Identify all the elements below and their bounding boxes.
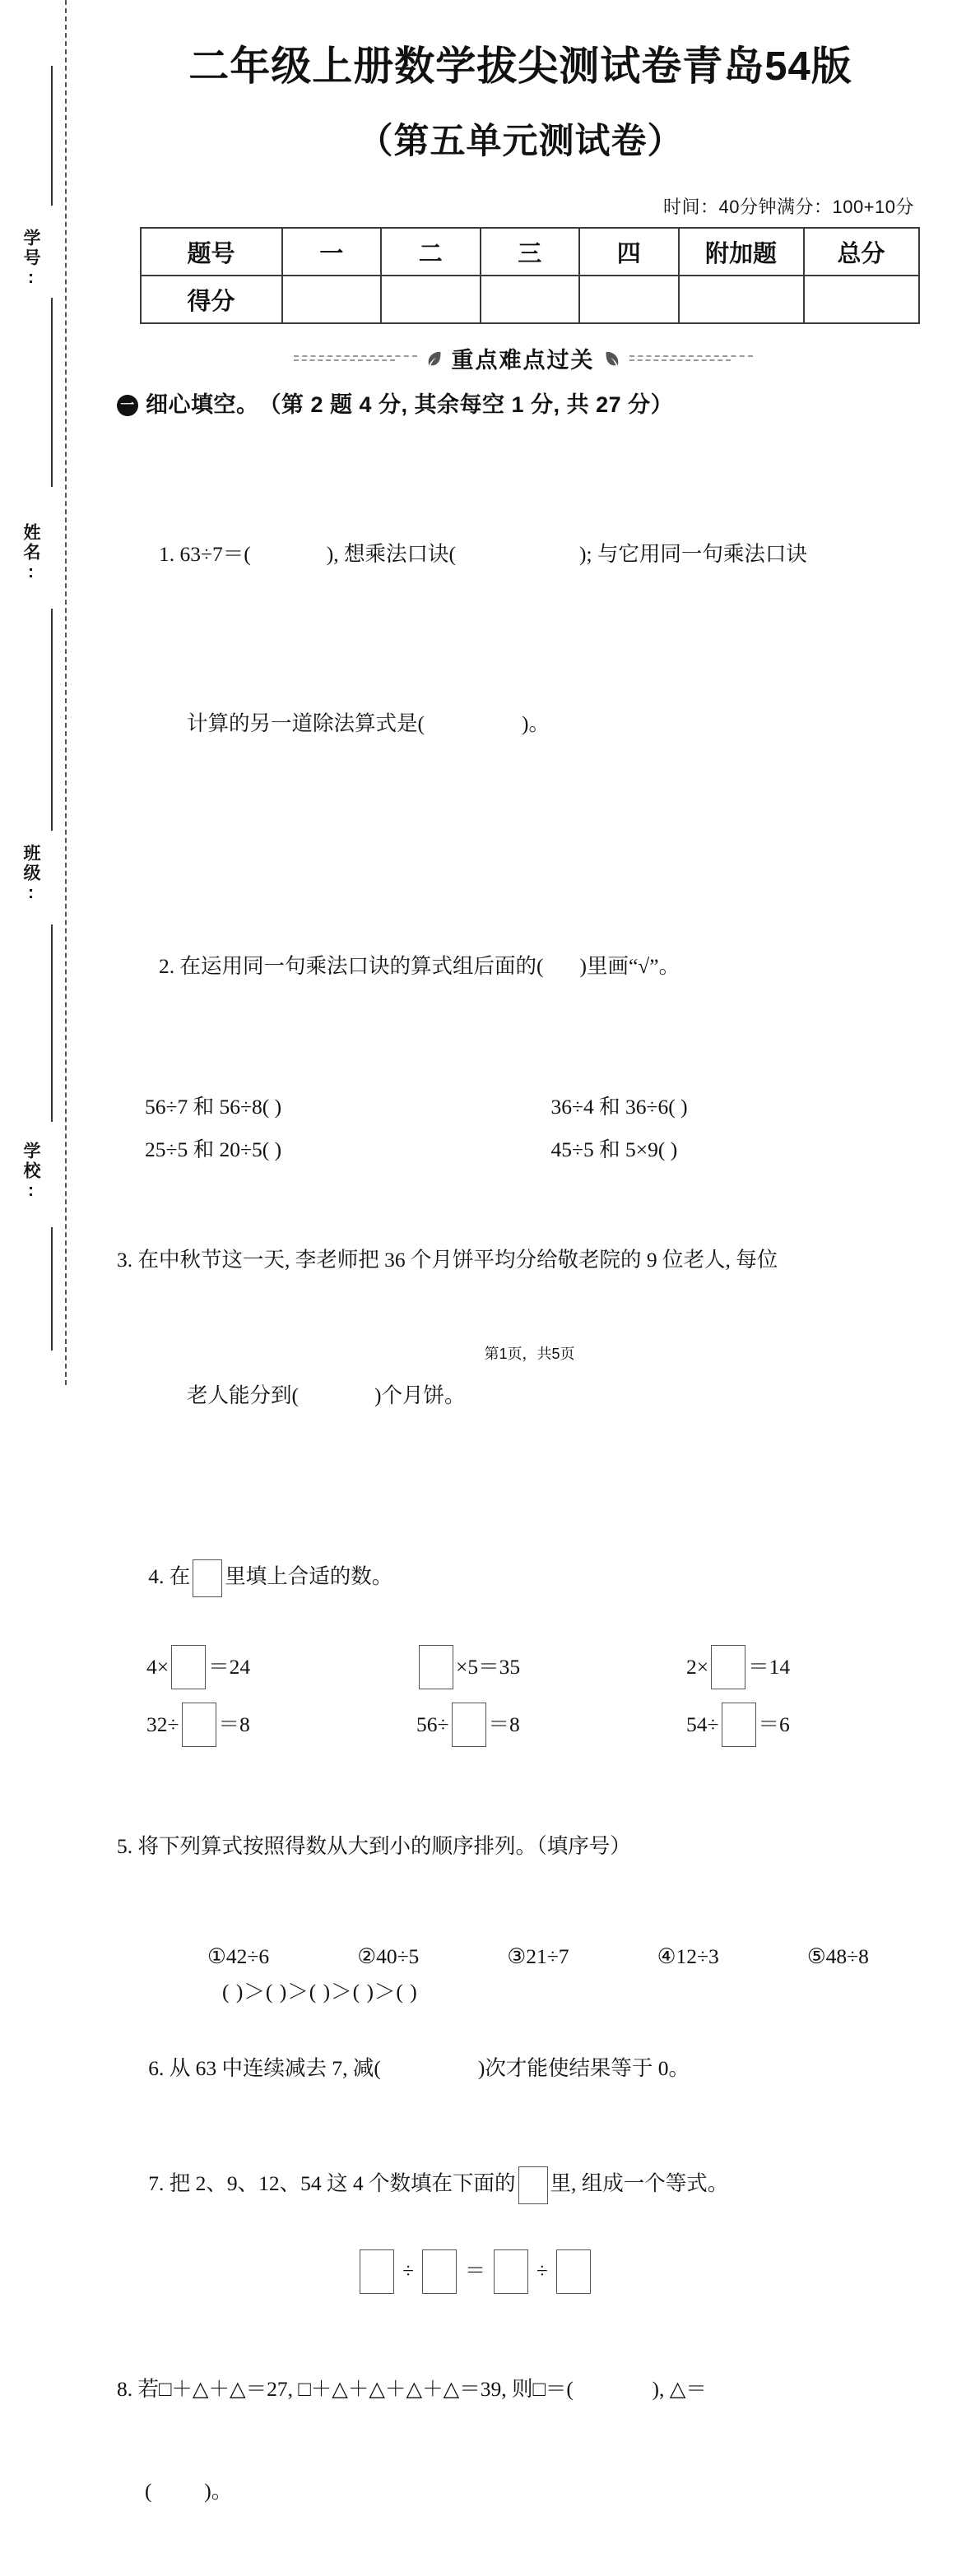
leaf-icon <box>425 350 444 368</box>
q4-text-b: 里填上合适的数。 <box>225 1564 393 1589</box>
banner-title: 重点难点过关 <box>451 348 595 373</box>
score-cell-extra[interactable] <box>679 276 804 323</box>
score-table-col-total: 总分 <box>804 228 919 276</box>
sidebar-label-name: 姓名: <box>21 523 40 584</box>
q2-text-a: 2. 在运用同一句乘法口诀的算式组后面的( <box>159 954 544 979</box>
question-3-line-1: 3. 在中秋节这一天, 李老师把 36 个月饼平均分给敬老院的 9 位老人, 每位 <box>117 1247 778 1272</box>
section-banner <box>79 342 980 374</box>
q4-eq-1-left: 4× <box>146 1655 170 1679</box>
page-title: 二年级上册数学拔尖测试卷青岛54版 <box>188 44 852 89</box>
score-table-col-extra: 附加题 <box>679 228 804 276</box>
q7-op-2: ＝ <box>464 2260 485 2283</box>
q1-text-b: ), 想乘法口诀( <box>326 541 456 566</box>
section-number-badge: 一 <box>117 395 138 416</box>
q1-text-e: )。 <box>522 711 550 736</box>
score-table-col-3: 三 <box>481 228 580 276</box>
score-cell-total[interactable] <box>804 276 919 323</box>
q7-box-1[interactable] <box>360 2249 394 2294</box>
q4-eq-3-left: 2× <box>686 1655 709 1679</box>
question-5-answer-line[interactable]: ( )＞( )＞( )＞( )＞( ) <box>222 1980 418 2004</box>
q7-op-3: ÷ <box>536 2260 548 2283</box>
question-6 <box>117 2018 957 2120</box>
q4-eq-4 <box>146 1703 416 1747</box>
student-info-sidebar <box>0 0 79 1385</box>
score-cell-2[interactable] <box>381 276 481 323</box>
question-4-row-1 <box>117 1645 957 1689</box>
question-8-line-2[interactable]: ( )。 <box>145 2478 233 2503</box>
score-table-col-1: 一 <box>282 228 382 276</box>
q4-eq-2 <box>416 1645 686 1689</box>
q4-stem-box[interactable] <box>193 1559 222 1597</box>
question-1 <box>117 435 957 843</box>
q1-text-a: 1. 63÷7＝( <box>159 541 251 566</box>
q1-text-d: 计算的另一道除法算式是( <box>187 711 425 736</box>
q5-option-1[interactable]: ①42÷6 <box>207 1944 270 1969</box>
sidebar-rule <box>51 609 53 831</box>
banner-dashes-right <box>629 353 753 364</box>
q4-eq-4-box[interactable] <box>182 1703 216 1747</box>
score-table-col-2: 二 <box>381 228 481 276</box>
question-8-line-1: 8. 若□＋△＋△＝27, □＋△＋△＋△＋△＝39, 则□＝( ), △＝ <box>117 2376 707 2401</box>
q6-text-a: 6. 从 63 中连续减去 7, 减( <box>148 2056 381 2081</box>
section-title: 细心填空。 <box>146 392 259 417</box>
sidebar-label-student-id: 学号: <box>21 229 40 290</box>
q4-eq-4-left: 32÷ <box>146 1712 179 1737</box>
score-table-row-label: 题号 <box>141 228 282 276</box>
sidebar-label-school: 学校: <box>21 1142 40 1202</box>
q4-text-a: 4. 在 <box>148 1564 191 1589</box>
q5-option-2[interactable]: ②40÷5 <box>357 1944 420 1969</box>
question-2-stem <box>117 915 957 1017</box>
q4-eq-3 <box>686 1645 956 1689</box>
question-5-options <box>117 1939 957 1973</box>
q4-eq-1-box[interactable] <box>171 1645 206 1689</box>
q4-eq-2-box[interactable] <box>419 1645 453 1689</box>
sidebar-rule <box>51 1227 53 1351</box>
q5-option-5[interactable]: ⑤48÷8 <box>806 1944 869 1969</box>
q4-eq-6 <box>686 1703 956 1747</box>
q4-eq-4-right: ＝8 <box>218 1712 250 1737</box>
q7-text-a: 7. 把 2、9、12、54 这 4 个数填在下面的 <box>148 2171 516 2195</box>
q3-text-a: 老人能分到( <box>187 1383 299 1407</box>
q4-eq-6-right: ＝6 <box>758 1712 790 1737</box>
question-7-equation <box>117 2249 957 2294</box>
q7-op-1: ÷ <box>402 2260 414 2283</box>
leaf-icon <box>603 350 621 368</box>
q2-text-b: )里画“√”。 <box>579 954 680 979</box>
score-cell-1[interactable] <box>282 276 382 323</box>
exam-page <box>79 0 980 2503</box>
section-scoring: （第 2 题 4 分, 其余每空 1 分, 共 27 分） <box>258 392 674 417</box>
sidebar-rule <box>51 298 53 487</box>
question-2 <box>117 847 957 1085</box>
q5-option-4[interactable]: ④12÷3 <box>657 1944 719 1969</box>
sidebar-label-class: 班级: <box>21 844 40 905</box>
question-7 <box>117 2133 957 2239</box>
question-4 <box>117 1526 957 1632</box>
question-8 <box>117 2304 957 2575</box>
score-table-score-label: 得分 <box>141 276 282 323</box>
q4-eq-5-right: ＝8 <box>488 1712 520 1737</box>
page-subtitle: （第五单元测试卷） <box>357 122 684 161</box>
q4-eq-3-box[interactable] <box>711 1645 745 1689</box>
q4-eq-5-box[interactable] <box>452 1703 486 1747</box>
question-4-row-2 <box>117 1703 957 1747</box>
question-1-line-1 <box>117 503 957 605</box>
dashed-cut-line <box>65 0 67 1385</box>
q7-box-4[interactable] <box>556 2249 591 2294</box>
question-2-items-row-1 <box>117 1090 957 1124</box>
q7-stem-box[interactable] <box>518 2166 548 2204</box>
q4-eq-3-right: ＝14 <box>748 1655 791 1679</box>
q4-eq-6-box[interactable] <box>722 1703 756 1747</box>
exam-content <box>79 387 980 2576</box>
q2-item-1[interactable]: 56÷7 和 56÷8( ) <box>145 1095 282 1119</box>
page-footer: 第1页，共5页 <box>484 1346 575 1362</box>
score-cell-4[interactable] <box>579 276 679 323</box>
q4-eq-5 <box>416 1703 686 1747</box>
question-5-stem: 5. 将下列算式按照得数从大到小的顺序排列。（填序号） <box>117 1834 631 1859</box>
q7-box-2[interactable] <box>422 2249 457 2294</box>
exam-meta: 时间：40分钟满分：100+10分 <box>663 197 914 217</box>
section-heading <box>117 387 957 424</box>
q2-item-2[interactable]: 36÷4 和 36÷6( ) <box>550 1095 688 1119</box>
sidebar-rule <box>51 924 53 1122</box>
table-row-header <box>141 228 919 276</box>
q3-text-b: )个月饼。 <box>374 1383 466 1407</box>
table-row-score <box>141 276 919 323</box>
q7-text-b: 里, 组成一个等式。 <box>550 2171 729 2195</box>
score-table <box>140 227 920 324</box>
score-table-col-4: 四 <box>579 228 679 276</box>
q4-eq-2-right: ×5＝35 <box>456 1655 521 1679</box>
question-1-line-2 <box>117 673 957 775</box>
q2-item-4[interactable]: 45÷5 和 5×9( ) <box>550 1137 678 1161</box>
q1-text-c: ); 与它用同一句乘法口诀 <box>578 541 807 566</box>
question-2-items-row-2 <box>117 1133 957 1166</box>
q7-box-3[interactable] <box>494 2249 528 2294</box>
question-5 <box>117 1762 957 1931</box>
q4-eq-1 <box>146 1645 416 1689</box>
sidebar-rule <box>51 66 53 206</box>
q6-text-b: )次才能使结果等于 0。 <box>477 2056 690 2081</box>
q2-item-3[interactable]: 25÷5 和 20÷5( ) <box>145 1137 282 1161</box>
q4-eq-5-left: 56÷ <box>416 1712 449 1737</box>
q5-option-3[interactable]: ③21÷7 <box>507 1944 569 1969</box>
banner-dashes-left <box>294 353 417 364</box>
q4-eq-1-right: ＝24 <box>208 1655 251 1679</box>
q4-eq-6-left: 54÷ <box>686 1712 719 1737</box>
score-cell-3[interactable] <box>481 276 580 323</box>
